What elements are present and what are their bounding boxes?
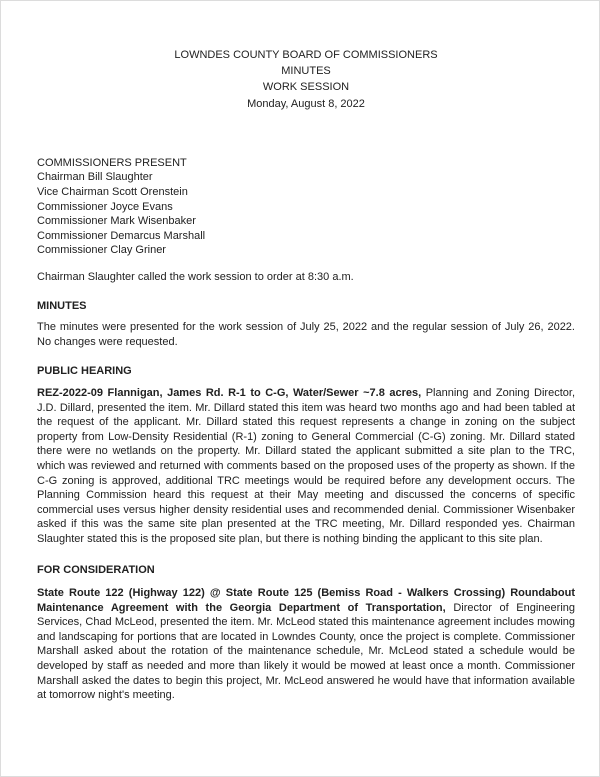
section-heading-minutes: MINUTES (37, 299, 87, 312)
paragraph-text: Planning and Zoning Director, J.D. Dillard, presented the item. Mr. Dillard stated this item was heard two months ago and had been tabled at the request of the applicant. Mr. Dillard stated this request represents a change in zoning on the subject property from Low-Density Residential (R-1) zoning to General Commercial (C-G) zoning. Mr. Dillard stated there were no wetlands on the property. Mr. Dillard stated the applicant submitted a site plan to the TRC, which was reviewed and returned with comments based on the proposed uses of the property as shown. If the C-G zoning is approved, additional TRC meetings would be required before any development occurs. The Planning Commission heard this request at their May meeting and discussed the concerns of specific commercial uses versus higher density residential uses and recommended denial. Commissioner Wisenbaker asked if this was the same site plan presented at the TRC meeting, Mr. Dillard responded yes. Chairman Slaughter stated this is the proposed site plan, but there is nothing binding the applicant to this site plan. (37, 386, 575, 545)
document-header (37, 47, 575, 112)
paragraph-text: Director of Engineering Services, Chad McLeod, presented the item. Mr. McLeod stated this maintenance agreement includes mowing and landscaping for portions that are located in Lowndes County, once the project is complete. Commissioner Marshall asked about the rotation of the maintenance schedule, Mr. McLeod stated a schedule would be developed by staff as needed and more than likely it would be mowed at least once a month. Commissioner Marshall asked the dates to begin this project, Mr. McLeod answered he would have that information available at tomorrow night's meeting. (37, 601, 576, 702)
attendance-member: Commissioner Clay Griner (37, 244, 166, 257)
paragraph-text: The minutes were presented for the work session of July 25, 2022 and the regular session of July 26, 2022. No changes were requested. (37, 321, 575, 348)
agenda-item-title: State Route 122 (Highway 122) @ State Route 125 (Bemiss Road - Walkers Crossing) Roundabout Maintenance Agreement with the Georgia Department of Transportation, (37, 587, 575, 614)
header-date: Monday, August 8, 2022 (247, 97, 365, 110)
attendance-heading: COMMISSIONERS PRESENT (37, 156, 187, 169)
attendance-member: Vice Chairman Scott Orenstein (37, 186, 188, 198)
call-to-order-line: Chairman Slaughter called the work session to order at 8:30 a.m. (37, 270, 354, 283)
section-heading-public-hearing: PUBLIC HEARING (37, 365, 132, 378)
minutes-paragraph (37, 320, 575, 349)
section-heading-for-consideration: FOR CONSIDERATION (37, 564, 155, 577)
header-doc-type: MINUTES (281, 65, 331, 78)
public-hearing-item-paragraph (37, 386, 575, 547)
attendance-member: Commissioner Demarcus Marshall (37, 229, 206, 242)
attendance-member: Commissioner Mark Wisenbaker (37, 215, 196, 228)
header-org-name: LOWNDES COUNTY BOARD OF COMMISSIONERS (174, 49, 438, 61)
attendance-block (37, 156, 575, 258)
agenda-item-title: REZ-2022-09 Flannigan, James Rd. R-1 to C-G, Water/Sewer ~7.8 acres, (37, 386, 422, 399)
header-session-type: WORK SESSION (262, 81, 350, 94)
attendance-member: Chairman Bill Slaughter (37, 171, 153, 184)
attendance-member: Commissioner Joyce Evans (37, 200, 173, 213)
for-consideration-item-paragraph (37, 586, 575, 703)
